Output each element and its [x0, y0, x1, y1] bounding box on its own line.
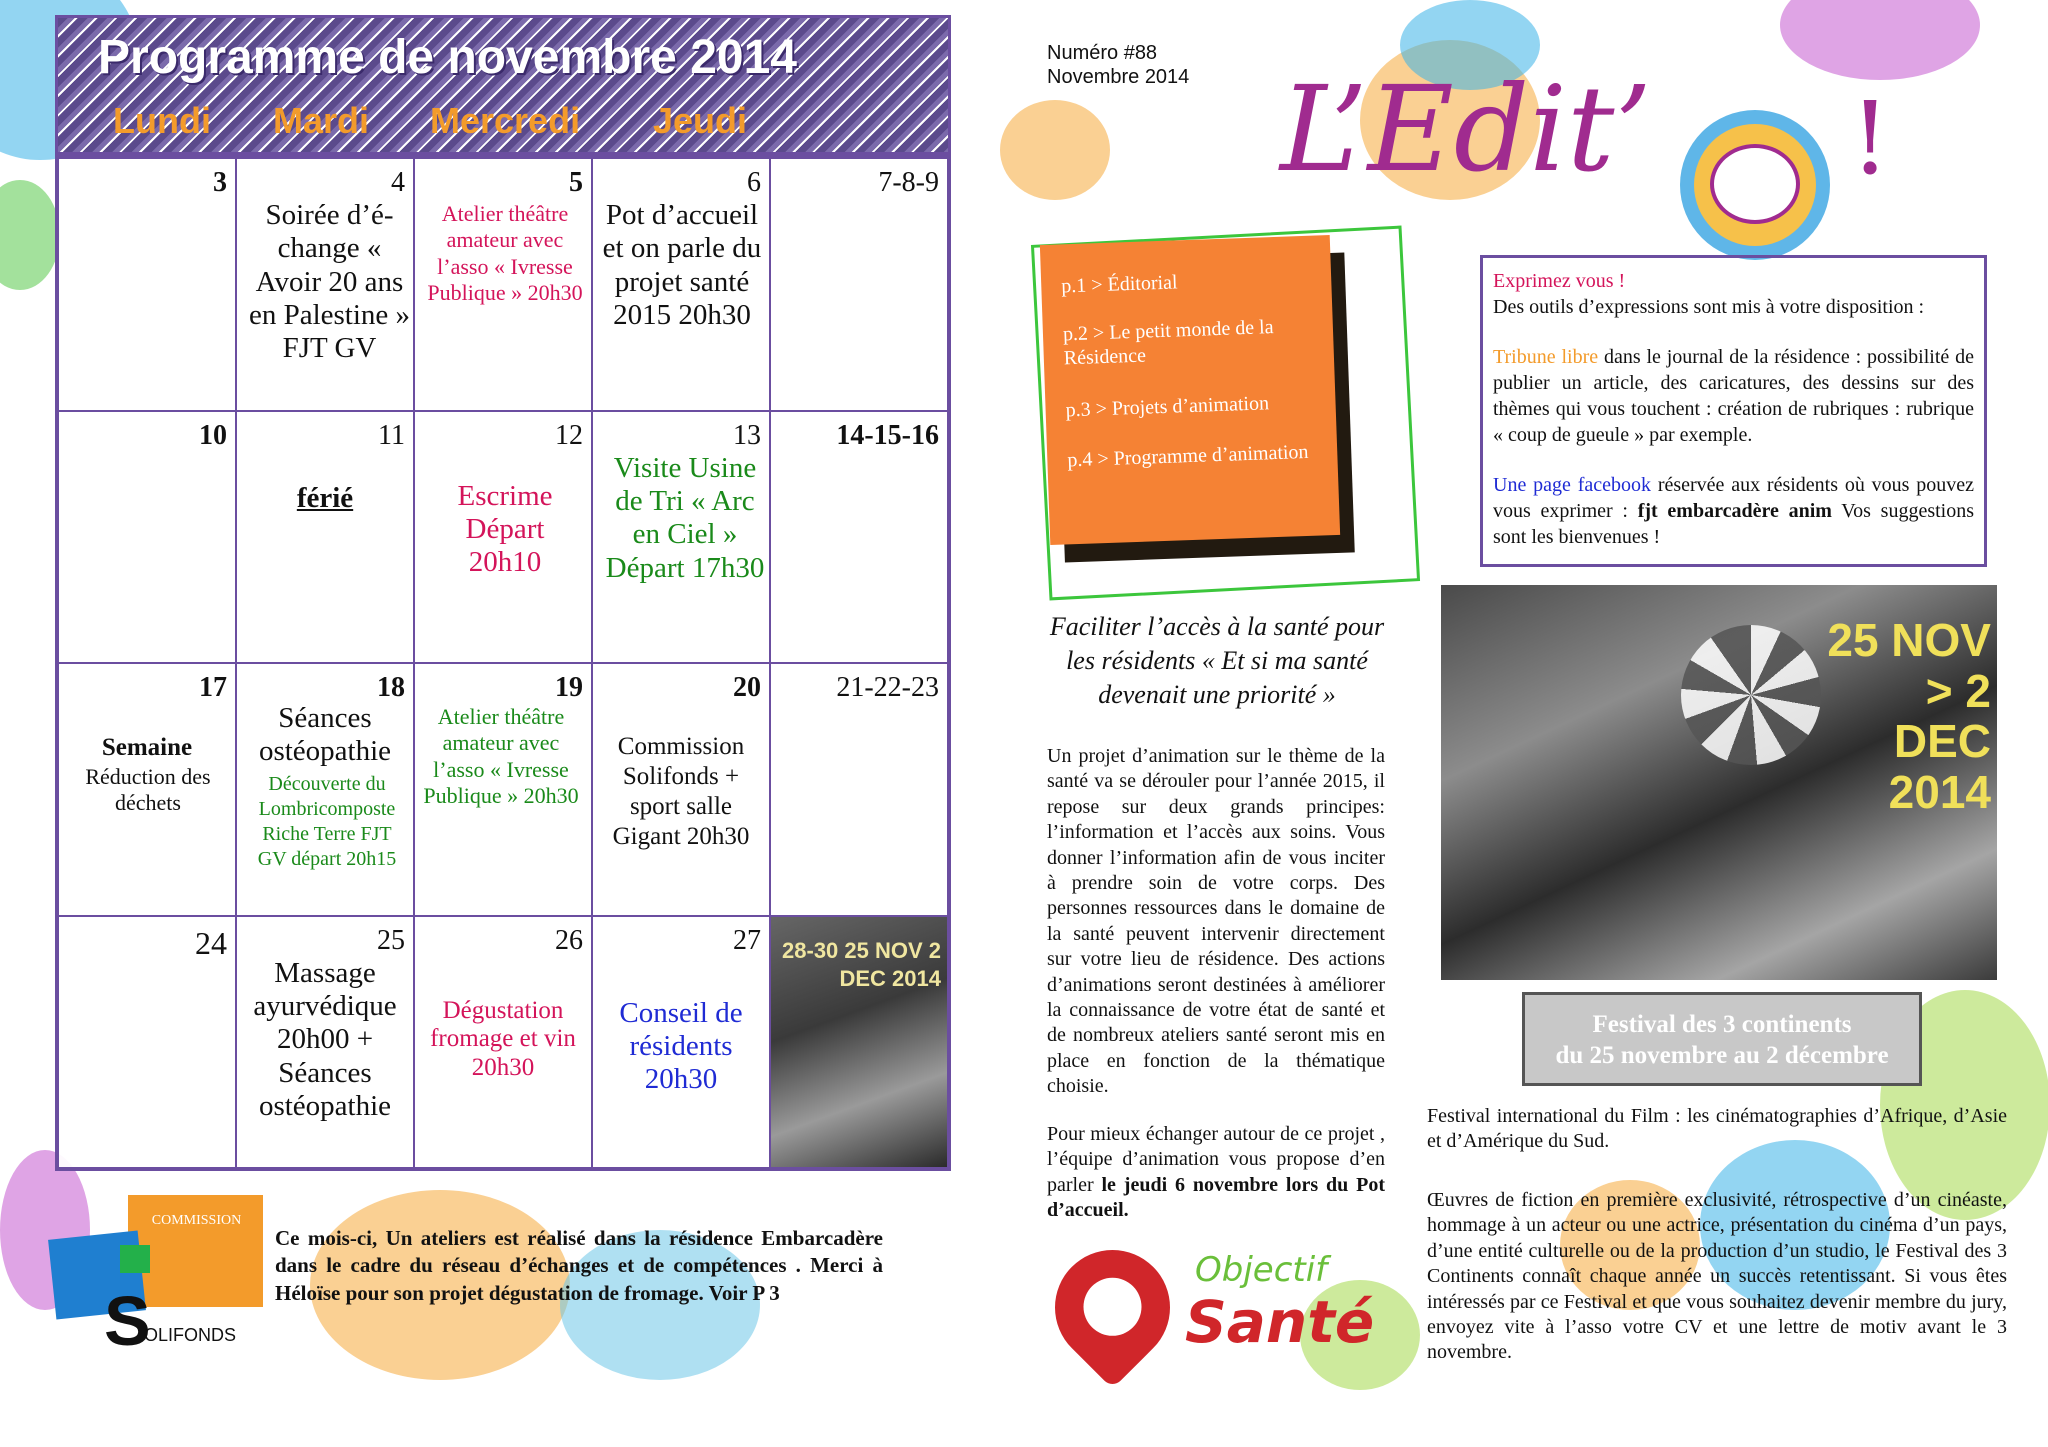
tribune-text: dans le journal de la résidence : possibilité de publier un article, des caricatures, des dessins sur des thèmes qui vous touchent : création de rubriques : rubrique « coup de gueule » par exemple. [1493, 346, 1974, 446]
event-text: Massage ayurvédique 20h00 + Séances ostéopathie [253, 956, 397, 1122]
event-text: Réduction des déchets [85, 764, 211, 816]
heart-icon [1031, 1226, 1194, 1389]
festival-paragraph-1: Festival international du Film : les cinématographies d’Afrique, d’Asie et d’Amérique du Sud. [1427, 1105, 2007, 1153]
calendar-cell [770, 663, 948, 916]
date-number: 10 [199, 419, 227, 451]
event-text: Atelier théâtre amateur avec l’asso « Ivresse Publique » 20h30 [423, 704, 579, 809]
calendar-cell [58, 916, 236, 1169]
festival-poster-thumbnail [770, 916, 948, 1169]
calendar-cell [236, 411, 414, 664]
date-number: 27 [733, 924, 761, 956]
paint-splash [1000, 100, 1110, 200]
logo-word: OLIFONDS [144, 1325, 237, 1345]
facebook-account: fjt embarcadère anim [1637, 500, 1832, 522]
event-text: Visite Usine de Tri « Arc en Ciel » Départ 17h30 [605, 451, 765, 584]
facebook-text: réservée aux résidents où vous pouvez vous exprimer : [1493, 474, 1974, 522]
day-thursday: Jeudi [653, 100, 748, 141]
event-text: Pot d’accueil et on parle du projet santé 2015 20h30 [602, 199, 762, 332]
solifonds-logo [42, 1195, 262, 1360]
date-number: 17 [199, 672, 227, 703]
health-body: Un projet d’animation sur le thème de la santé va se dérouler pour l’année 2015, il repose sur deux grands principes: l’information et l’accès aux soins. Vous donner l’information afin de vous inciter à prendre soin de votre corps. Des personnes ressources dans le domaine de la santé peuvent intervenir directement sur votre lieu de résidence. Des actions d’animations seront destinées à améliorer la connaissance de votre état de santé et de nombreux ateliers santé seront mis en place en fonction de la thématique choisie. [1047, 745, 1385, 1098]
event-text: Dégustation fromage et vin 20h30 [430, 996, 576, 1081]
toc-item: p.4 > Programme d’animation [1066, 440, 1309, 472]
date-number: 14-15-16 [836, 419, 939, 451]
day-monday: Lundi [113, 100, 211, 141]
poster-text: 28-30 25 NOV 2 DEC 2014 [782, 937, 941, 992]
date-number: 26 [555, 924, 583, 956]
health-body-2-text: Pour mieux échanger autour de ce projet , l’équipe d’animation vous propose d’en parler [1047, 1123, 1385, 1196]
calendar-cell [770, 411, 948, 664]
logo-text: L’Edit’ [1280, 60, 1652, 198]
event-text: Conseil de résidents 20h30 [619, 996, 743, 1096]
event-text: Commission Solifonds + sport salle Gigant 20h30 [612, 733, 750, 850]
calendar-cell [770, 158, 948, 411]
calendar-cell [414, 411, 592, 664]
date-number: 19 [555, 672, 583, 703]
calendar-cell [58, 158, 236, 411]
toc-item: p.1 > Éditorial [1060, 271, 1178, 298]
event-text-secondary: Découverte du Lombricomposte Riche Terre FJT GV départ 20h15 [257, 773, 397, 870]
expression-box [1480, 255, 1987, 567]
tribune-paragraph [1493, 344, 1974, 448]
table-of-contents [1040, 235, 1340, 545]
calendar-cell [592, 916, 770, 1169]
event-text: férié [296, 481, 354, 514]
date-number: 5 [569, 167, 583, 198]
event-text: Soirée d’é-change « Avoir 20 ans en Palestine » FJT GV [248, 199, 411, 365]
objectif-sante-logo [1055, 1240, 1375, 1380]
festival-box [1522, 992, 1922, 1086]
event-text: Escrime Départ 20h10 [457, 479, 553, 579]
date-number: 11 [378, 419, 405, 451]
calendar-cell [58, 663, 236, 916]
event-text: Atelier théâtre amateur avec l’asso « Ivresse Publique » 20h30 [427, 201, 583, 306]
date-number: 18 [377, 672, 405, 703]
date-number: 6 [747, 167, 761, 198]
health-body-2 [1047, 1122, 1385, 1224]
calendar-cell [414, 916, 592, 1169]
expression-heading: Exprimez vous ! [1493, 270, 1626, 292]
event-title: Semaine [101, 734, 193, 761]
tribune-label: Tribune libre [1493, 346, 1599, 368]
logo-letter: S [104, 1282, 151, 1360]
logo-word-2: Santé [1185, 1288, 1375, 1356]
date-number: 24 [195, 924, 227, 961]
festival-poster [1441, 585, 1997, 980]
festival-box-line2: du 25 novembre au 2 décembre [1555, 1042, 1889, 1070]
calendar-cell [414, 663, 592, 916]
date-number: 12 [555, 419, 583, 451]
logo-word-1: Objectif [1195, 1250, 1328, 1290]
date-number: 21-22-23 [836, 672, 939, 703]
date-number: 25 [377, 924, 405, 956]
calendar-grid [55, 155, 951, 1171]
toc-item: p.3 > Projets d’animation [1065, 392, 1270, 422]
health-body-2-date: le jeudi 6 novembre lors du Pot d’accueil. [1047, 1173, 1385, 1222]
poster-text: 25 NOV > 2 DEC 2014 [1827, 614, 1991, 818]
calendar-cell [58, 411, 236, 664]
issue-month: Novembre 2014 [1047, 66, 1190, 88]
facebook-label: Une page facebook [1493, 474, 1651, 496]
calendar-title: Programme de novembre 2014 [98, 31, 797, 84]
solifonds-text: Ce mois-ci, Un ateliers est réalisé dans la résidence Embarcadère dans le cadre du réseau d’échanges et de compétences . Merci à Héloïse pour son projet dégustation de fromage. Voir P 3 [275, 1226, 883, 1305]
date-number: 4 [391, 167, 405, 198]
calendar-cell [414, 158, 592, 411]
issue-number: Numéro #88 [1047, 42, 1158, 64]
date-number: 20 [733, 672, 761, 703]
calendar-cell [592, 158, 770, 411]
date-number: 13 [733, 419, 761, 451]
date-number: 3 [213, 167, 227, 198]
day-tuesday: Mardi [273, 100, 370, 141]
logo-commission-text: COMMISSION [151, 1213, 242, 1228]
calendar-cell [592, 411, 770, 664]
health-title: Faciliter l’accès à la santé pour les résidents « Et si ma santé devenait une priorité » [1049, 612, 1385, 709]
calendar-cell [236, 916, 414, 1169]
event-text: Séances ostéopathie [258, 702, 392, 768]
date-number: 7-8-9 [878, 167, 939, 198]
logo-o-icon [1680, 110, 1830, 260]
toc-item: p.2 > Le petit monde de la Résidence [1062, 316, 1274, 370]
facebook-end: Vos suggestions sont les bienvenues ! [1493, 500, 1974, 548]
calendar-cell [236, 158, 414, 411]
day-wednesday: Mercredi [430, 100, 581, 141]
calendar-cell [236, 663, 414, 916]
calendar-cell [592, 663, 770, 916]
calendar-header [55, 15, 951, 155]
logo-exclamation: ! [1850, 80, 1891, 197]
expression-intro: Des outils d’expressions sont mis à votre disposition : [1493, 296, 1925, 318]
umbrella-icon [1681, 625, 1821, 765]
paint-splash [0, 180, 60, 290]
festival-box-line1: Festival des 3 continents [1592, 1011, 1852, 1038]
festival-paragraph-2: Œuvres de fiction en première exclusivité, rétrospective d’un cinéaste, hommage à un acteur ou une actrice, présentation du cinéma d’un pays, d’une entité culturelle ou de la production d’un studio, le Festival des 3 Continents connaît chaque année un succès retentissant. Si vous êtes intéressés par ce Festival et que vous souhaitez devenir membre du jury, envoyez vite à l’asso votre CV et une lettre de motiv avant le 3 novembre. [1427, 1189, 2007, 1364]
facebook-paragraph [1493, 472, 1974, 550]
